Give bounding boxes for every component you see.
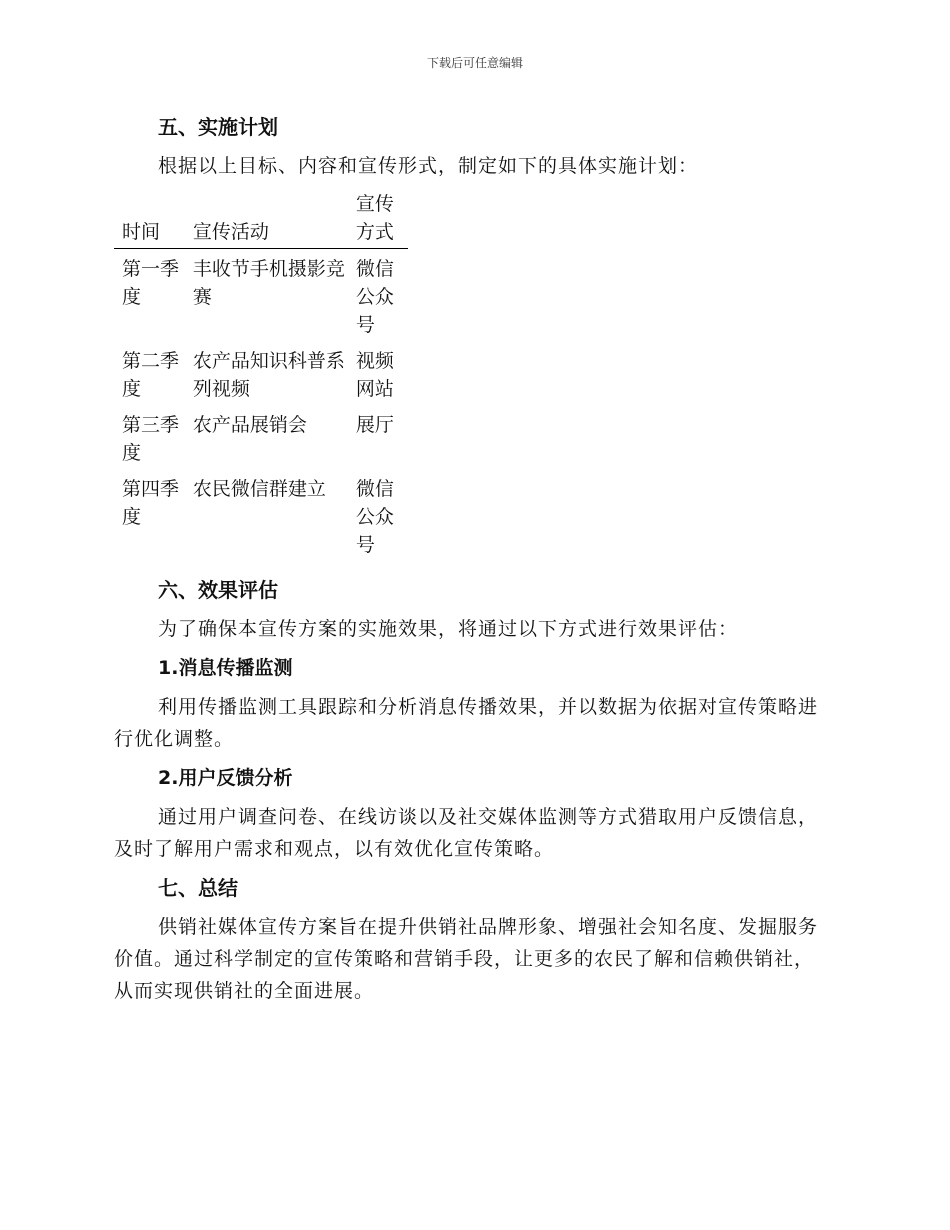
section-6-intro: 为了确保本宣传方案的实施效果，将通过以下方式进行效果评估： [158, 618, 739, 640]
subsection-1-title: 1.消息传播监测 [158, 657, 293, 679]
subsection-2-title: 2.用户反馈分析 [158, 767, 293, 789]
table-header-activity: 宣传活动 [185, 190, 348, 249]
page-header: 下载后可任意编辑 [426, 56, 523, 70]
table-cell-activity: 农产品知识科普系列视频 [192, 350, 345, 400]
table-cell-activity: 农民微信群建立 [192, 478, 326, 500]
table-cell-time: 第三季度 [122, 414, 180, 464]
table-cell-activity: 农产品展销会 [192, 414, 307, 436]
table-row [114, 249, 408, 342]
table-cell-method: 微信公众号 [355, 258, 394, 336]
table-header-method: 宣传方式 [348, 190, 408, 249]
document-body [114, 110, 830, 1007]
section-5-title: 五、实施计划 [158, 115, 278, 139]
plan-table [114, 190, 408, 561]
table-row [114, 341, 408, 405]
table-cell-method: 视频网站 [355, 350, 394, 400]
table-cell-method: 展厅 [355, 414, 394, 436]
table-header-time: 时间 [114, 190, 185, 249]
section-5-intro: 根据以上目标、内容和宣传形式，制定如下的具体实施计划： [158, 155, 699, 177]
section-7-text: 供销社媒体宣传方案旨在提升供销社品牌形象、增强社会知名度、发掘服务价值。通过科学制定的宣传策略和营销手段，让更多的农民了解和信赖供销社，从而实现供销社的全面进展。 [114, 916, 819, 1002]
table-cell-time: 第一季度 [122, 258, 180, 308]
table-cell-time: 第四季度 [122, 478, 180, 528]
table-row [114, 469, 408, 561]
section-6-title: 六、效果评估 [158, 578, 278, 602]
table-row [114, 405, 408, 469]
table-cell-activity: 丰收节手机摄影竞赛 [192, 258, 345, 308]
table-cell-time: 第二季度 [122, 350, 180, 400]
table-header-row [114, 190, 408, 249]
table-cell-method: 微信公众号 [355, 478, 394, 556]
subsection-2-text: 通过用户调查问卷、在线访谈以及社交媒体监测等方式猎取用户反馈信息，及时了解用户需求和观点，以有效优化宣传策略。 [114, 806, 819, 860]
subsection-1-text: 利用传播监测工具跟踪和分析消息传播效果，并以数据为依据对宣传策略进行优化调整。 [114, 696, 819, 750]
section-7-title: 七、总结 [158, 876, 238, 900]
